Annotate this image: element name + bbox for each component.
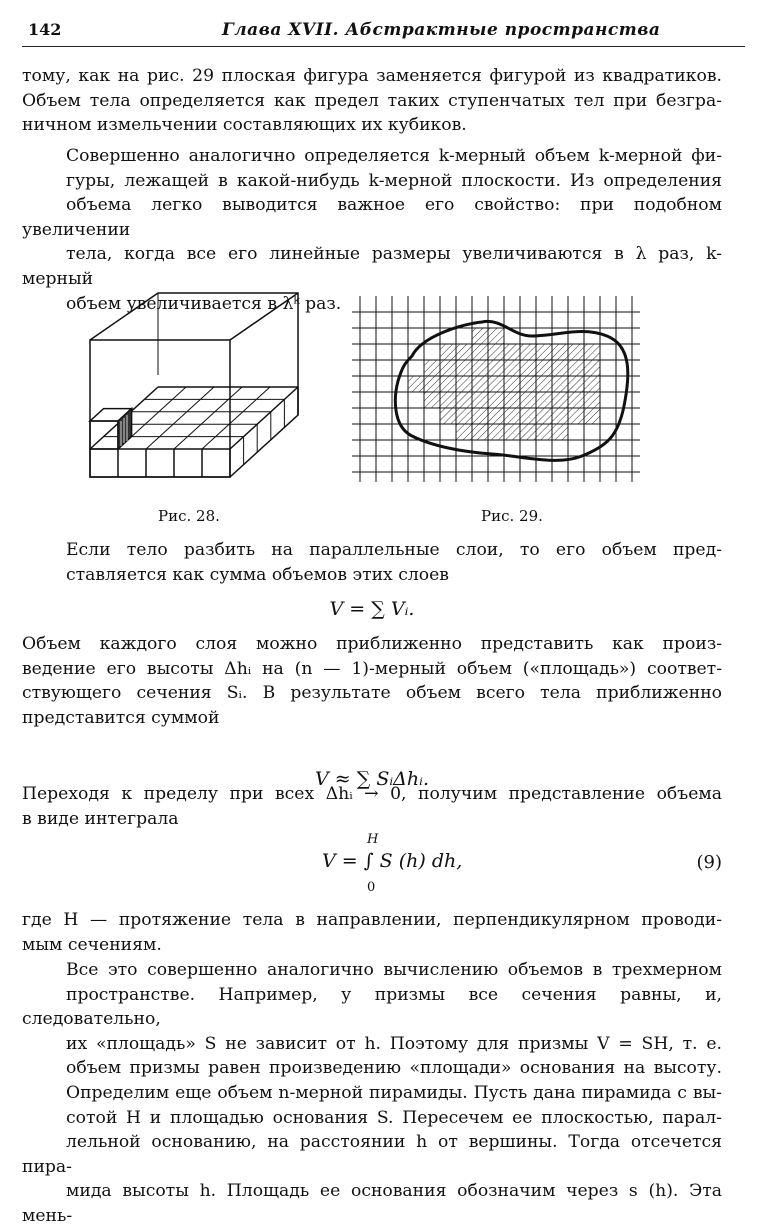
- text-line: ведение его высоты Δhᵢ на (n — 1)-мерный объем («площадь») соответ-: [22, 658, 722, 679]
- text-line: мым сечениям.: [22, 934, 162, 955]
- figure-28-cube-diagram: [80, 285, 310, 490]
- paragraph-1: [22, 64, 722, 138]
- text-line: объем призмы равен произведению «площади» основания на высоту.: [66, 1058, 722, 1079]
- text-line: лельной основанию, на расстоянии h от вершины. Тогда отсечется пира-: [22, 1132, 722, 1177]
- paragraph-6: [22, 908, 722, 957]
- integral-upper-limit: H: [367, 832, 379, 847]
- text-line: ставляется как сумма объемов этих слоев: [66, 564, 449, 585]
- text-line: Если тело разбить на параллельные слои, то его объем пред-: [66, 540, 722, 560]
- paragraph-3: [22, 538, 722, 587]
- text-line: Переходя к пределу при всех Δhᵢ → 0, получим представление объема: [22, 784, 722, 804]
- text-line: объема легко выводится важное его свойство: при подобном увеличении: [22, 195, 722, 240]
- text-line: ствующего сечения Sᵢ. В результате объем всего тела приближенно: [22, 683, 722, 704]
- integral-lower-limit: 0: [367, 880, 376, 895]
- running-head: Глава XVII. Абстрактные пространства: [222, 20, 661, 40]
- integral-expression: V = ∫ S (h) dh,: [322, 850, 463, 872]
- text-line: где H — протяжение тела в направлении, перпендикулярном проводи-: [22, 910, 722, 930]
- page-number: 142: [28, 20, 62, 39]
- text-line: гуры, лежащей в какой-нибудь k-мерной плоскости. Из определения: [66, 170, 722, 191]
- text-line: пространстве. Например, у призмы все сечения равны, и, следовательно,: [22, 984, 722, 1030]
- text-line: Совершенно аналогично определяется k-мерный объем k-мерной фи-: [66, 146, 722, 166]
- text-line: в виде интеграла: [22, 808, 179, 829]
- text-line: объем увеличивается в λᵏ раз.: [66, 293, 342, 314]
- figure-29-caption: Рис. 29.: [481, 507, 543, 525]
- figure-29-grid-diagram: [352, 296, 640, 482]
- header-rule: [22, 46, 745, 47]
- text-line: их «площадь» S не зависит от h. Поэтому для призмы V = SH, т. е.: [66, 1033, 722, 1054]
- text-line: представится суммой: [22, 707, 220, 728]
- text-line: Объем каждого слоя можно приближенно представить как произ-: [22, 634, 722, 654]
- formula-approx-sum: V ≈ ∑ SᵢΔhᵢ.: [315, 768, 429, 790]
- text-line: ничном измельчении составляющих их кубиков.: [22, 115, 467, 136]
- text-line: Объем тела определяется как предел таких ступенчатых тел при безгра-: [22, 90, 722, 111]
- paragraph-7: [22, 958, 722, 1229]
- paragraph-5: [22, 782, 722, 831]
- text-line: сотой H и площадью основания S. Пересечем ее плоскостью, парал-: [66, 1107, 722, 1128]
- formula-sum-of-layers: V = ∑ Vᵢ.: [329, 598, 415, 620]
- text-line: мида высоты h. Площадь ее основания обозначим через s (h). Эта мень-: [22, 1181, 722, 1226]
- formula-integral: [22, 832, 722, 898]
- text-line: тому, как на рис. 29 плоская фигура заменяется фигурой из квадратиков.: [22, 66, 722, 86]
- text-line: Определим еще объем n-мерной пирамиды. Пусть дана пирамида с вы-: [66, 1082, 722, 1103]
- figure-28-caption: Рис. 28.: [158, 507, 220, 525]
- page-header: [22, 18, 745, 46]
- text-line: тела, когда все его линейные размеры увеличиваются в λ раз, k-мерный: [22, 244, 722, 289]
- text-line: Все это совершенно аналогично вычислению объемов в трехмерном: [66, 960, 722, 980]
- paragraph-4: [22, 632, 722, 730]
- equation-number: (9): [696, 852, 722, 873]
